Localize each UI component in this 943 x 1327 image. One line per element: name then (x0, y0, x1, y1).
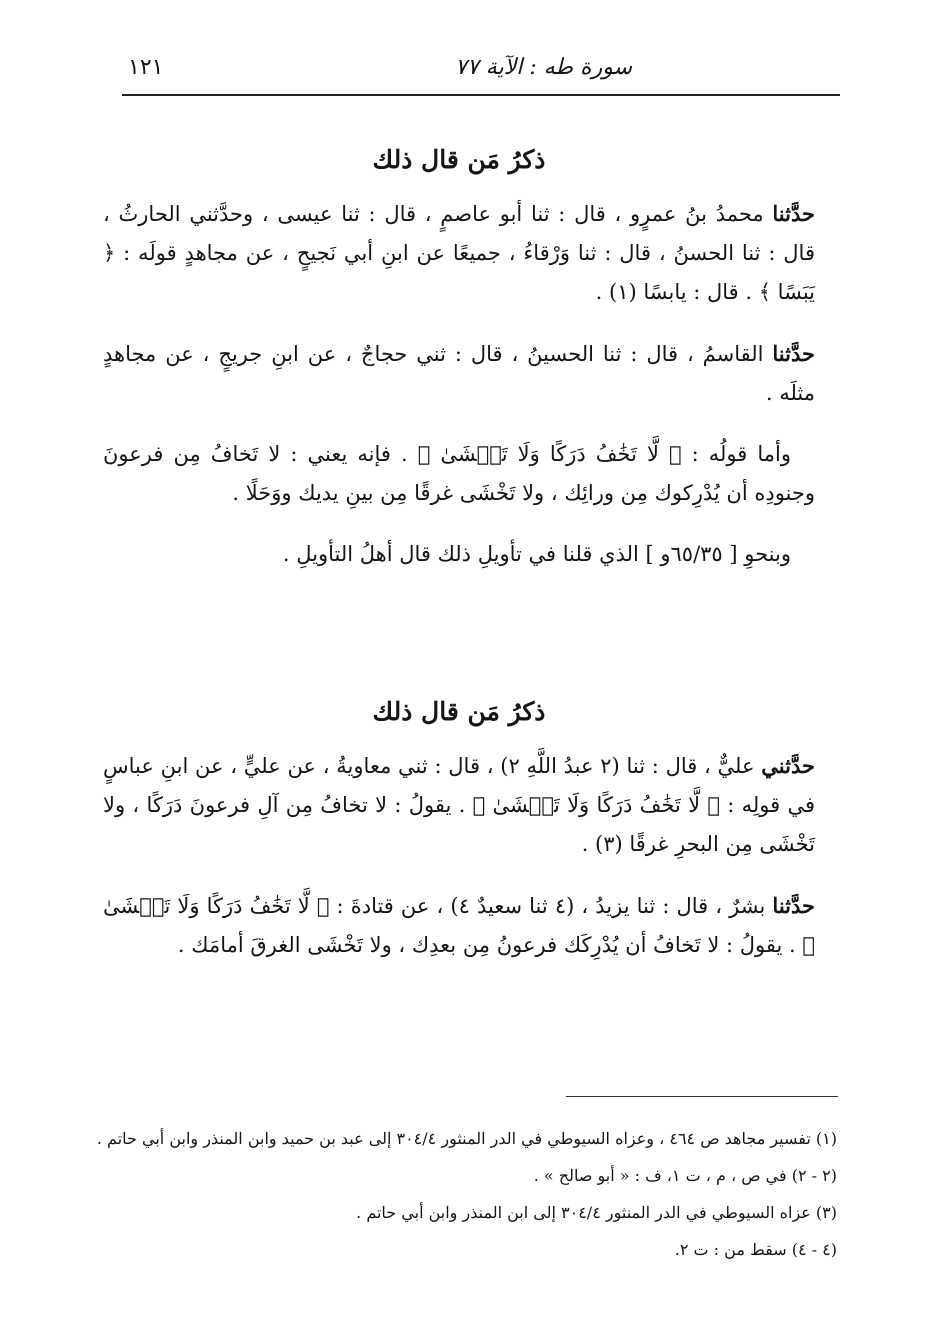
running-head-title: سورة طه : الآية ٧٧ (455, 55, 632, 80)
paragraph-text: عليٌّ ، قال : ثنا (٢ عبدُ اللَّهِ ٢) ، قال : ثني معاويةُ ، عن عليٍّ ، عن ابنِ عباسٍ في قولِه : ﴿ لَّا تَخَٰفُ دَرَكًا وَلَا تَخۡشَىٰ ﴾ . يقولُ : لا تخافُ مِن آلِ فرعونَ دَرَكًا ، ولا تَخْشَى مِن البحرِ غرقًا (٣) . (103, 754, 815, 856)
footnote: (٣) عزاه السيوطي في الدر المنثور ٣٠٤/٤ إلى ابن المنذر وابن أبي حاتم . (356, 1203, 837, 1222)
paragraph (103, 194, 815, 312)
section-heading: ذكرُ مَن قال ذلك (372, 697, 546, 726)
footnote-rule (566, 1096, 838, 1097)
paragraph (103, 435, 815, 513)
paragraph (103, 334, 815, 413)
paragraph (103, 886, 815, 965)
paragraph-text: بشرٌ ، قال : ثنا يزيدُ ، (٤ ثنا سعيدٌ ٤) ، عن قتادةَ : ﴿ لَّا تَخَٰفُ دَرَكًا وَلَا تَخۡشَىٰ ﴾ . يقولُ : لا تَخافُ أن يُدْرِكَك فرعونُ مِن بعدِك ، ولا تَخْشَى الغرقَ أمامَك . (103, 894, 815, 957)
paragraph (103, 746, 815, 864)
footnote: (٤ - ٤) سقط من : ت ٢. (674, 1240, 837, 1259)
paragraph-text: القاسمُ ، قال : ثنا الحسينُ ، قال : ثني حجاجٌ ، عن ابنِ جريجٍ ، عن مجاهدٍ مثلَه . (103, 342, 815, 405)
page-number: ١٢١ (128, 55, 164, 80)
footnote: (١) تفسير مجاهد ص ٤٦٤ ، وعزاه السيوطي في الدر المنثور ٣٠٤/٤ إلى عبد بن حميد وابن المنذر وابن أبي حاتم . (96, 1129, 837, 1148)
footnotes (96, 1120, 837, 1268)
isnad-lead: حدَّثنا (772, 341, 815, 366)
section-1 (103, 140, 815, 596)
isnad-lead: حدَّثني (761, 753, 815, 778)
isnad-lead: حدَّثنا (772, 201, 815, 226)
header-rule (122, 94, 840, 96)
isnad-lead: حدَّثنا (772, 893, 816, 918)
paragraph (103, 535, 815, 574)
footnote: (٢ - ٢) في ص ، م ، ت ١، ف : « أبو صالح » . (533, 1166, 837, 1185)
running-head (122, 48, 842, 88)
section-2 (103, 692, 815, 987)
paragraph-text: وأما قولُه : ﴿ لَّا تَخَٰفُ دَرَكًا وَلَا تَخۡشَىٰ ﴾ . فإنه يعني : لا تَخافُ مِن فرعونَ وجنودِه أن يُدْرِكوك مِن ورائِك ، ولا تَخْشَى غرقًا مِن بينِ يديك ووَحَلًا . (103, 442, 815, 505)
section-heading: ذكرُ مَن قال ذلك (372, 145, 546, 174)
paragraph-text: وبنحوِ [ ٦٥/٣٥و ] الذي قلنا في تأويلِ ذلك قال أهلُ التأويلِ . (282, 542, 791, 566)
paragraph-text: محمدُ بنُ عمرٍو ، قال : ثنا أبو عاصمٍ ، قال : ثنا عيسى ، وحدَّثني الحارثُ ، قال : ثنا الحسنُ ، قال : ثنا وَرْقاءُ ، جميعًا عن ابنِ أبي نَجيحٍ ، عن مجاهدٍ قولَه : ﴿ يَبَسًا ﴾ . قال : يابسًا (١) . (103, 202, 815, 304)
